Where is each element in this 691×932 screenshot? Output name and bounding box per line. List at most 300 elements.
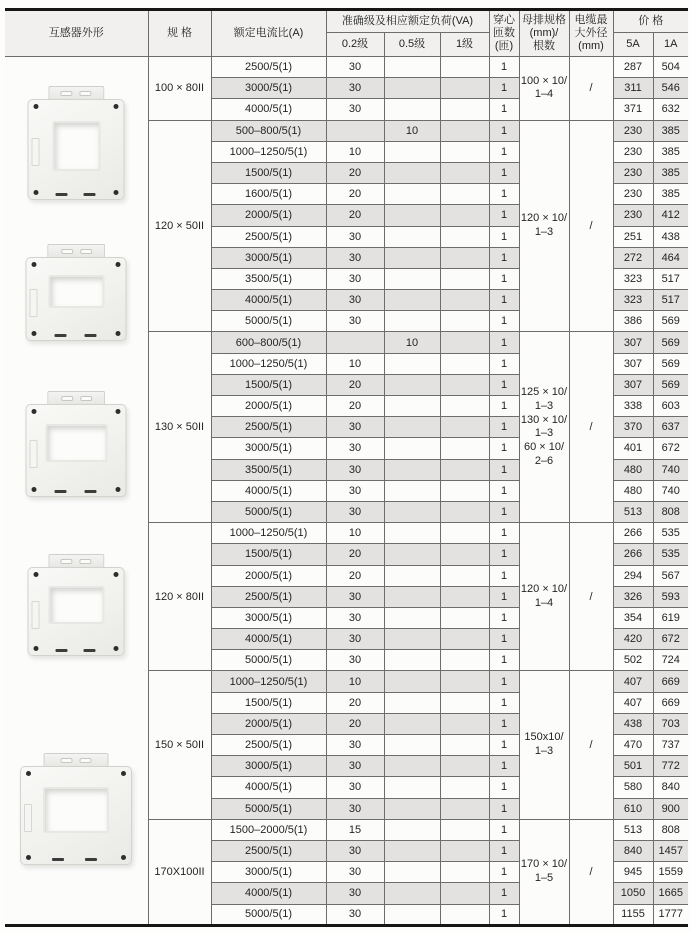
accuracy-0p2-cell: 30: [326, 417, 384, 438]
turns-cell: 1: [489, 544, 519, 565]
cable-od-cell: /: [569, 819, 613, 925]
accuracy-0p2-cell: 30: [326, 247, 384, 268]
corner-screw-icon: [116, 262, 121, 267]
bottom-slot: [84, 649, 96, 652]
ct-photo-120x50: [26, 244, 127, 341]
accuracy-0p5-cell: [384, 713, 440, 734]
price-1a-cell: 619: [653, 607, 688, 628]
turns-cell: 1: [489, 777, 519, 798]
price-1a-cell: 772: [653, 756, 688, 777]
accuracy-1-cell: [440, 141, 489, 162]
price-5a-cell: 266: [613, 544, 653, 565]
price-5a-cell: 840: [613, 840, 653, 861]
turns-cell: 1: [489, 205, 519, 226]
price-5a-cell: 294: [613, 565, 653, 586]
ratio-cell: 1500/5(1): [211, 544, 326, 565]
accuracy-0p2-cell: 15: [326, 819, 384, 840]
price-1a-cell: 737: [653, 735, 688, 756]
ratio-cell: 2500/5(1): [211, 840, 326, 861]
accuracy-0p5-cell: [384, 417, 440, 438]
price-5a-cell: 266: [613, 523, 653, 544]
accuracy-0p2-cell: 30: [326, 459, 384, 480]
accuracy-1-cell: [440, 777, 489, 798]
turns-cell: 1: [489, 290, 519, 311]
accuracy-0p5-cell: [384, 205, 440, 226]
ratio-cell: 3000/5(1): [211, 607, 326, 628]
accuracy-1-cell: [440, 374, 489, 395]
accuracy-0p2-cell: 30: [326, 756, 384, 777]
price-1a-cell: 593: [653, 586, 688, 607]
accuracy-0p5-cell: [384, 586, 440, 607]
accuracy-0p2-cell: 30: [326, 290, 384, 311]
turns-cell: 1: [489, 247, 519, 268]
turns-cell: 1: [489, 607, 519, 628]
ct-photo-100x80: [28, 86, 125, 200]
price-5a-cell: 438: [613, 713, 653, 734]
turns-cell: 1: [489, 862, 519, 883]
accuracy-0p2-cell: 30: [326, 650, 384, 671]
mounting-bracket: [44, 753, 109, 767]
corner-screw-icon: [34, 572, 39, 577]
busbar-spec-cell: 120 × 10/ 1–4: [519, 523, 569, 671]
ratio-cell: 1000–1250/5(1): [211, 141, 326, 162]
table-header: [5, 10, 688, 57]
header-price-1a: 1A: [653, 33, 688, 57]
accuracy-0p5-cell: [384, 904, 440, 925]
accuracy-1-cell: [440, 650, 489, 671]
price-1a-cell: 740: [653, 459, 688, 480]
accuracy-0p5-cell: [384, 268, 440, 289]
accuracy-1-cell: [440, 162, 489, 183]
corner-screw-icon: [32, 331, 37, 336]
bottom-slot: [84, 193, 96, 196]
corner-screw-icon: [34, 104, 39, 109]
price-5a-cell: 407: [613, 671, 653, 692]
busbar-spec-cell: 170 × 10/ 1–5: [519, 819, 569, 925]
accuracy-0p5-cell: [384, 480, 440, 501]
accuracy-0p2-cell: 20: [326, 544, 384, 565]
side-label: [30, 440, 38, 468]
ratio-cell: 2500/5(1): [211, 417, 326, 438]
turns-cell: 1: [489, 904, 519, 925]
ratio-cell: 1000–1250/5(1): [211, 353, 326, 374]
price-1a-cell: 517: [653, 290, 688, 311]
turns-cell: 1: [489, 819, 519, 840]
accuracy-1-cell: [440, 629, 489, 650]
corner-screw-icon: [114, 190, 119, 195]
bracket-slot: [80, 758, 92, 763]
accuracy-1-cell: [440, 586, 489, 607]
ratio-cell: 2500/5(1): [211, 57, 326, 78]
price-1a-cell: 669: [653, 671, 688, 692]
turns-cell: 1: [489, 78, 519, 99]
header-turns: 穿心 匝数 (匝): [489, 10, 519, 57]
accuracy-0p5-cell: 10: [384, 120, 440, 141]
bracket-slot: [80, 249, 92, 254]
core-window: [43, 787, 109, 833]
bottom-slot: [85, 858, 97, 861]
corner-screw-icon: [32, 262, 37, 267]
price-5a-cell: 370: [613, 417, 653, 438]
ratio-cell: 1000–1250/5(1): [211, 523, 326, 544]
accuracy-0p5-cell: [384, 671, 440, 692]
ratio-cell: 3000/5(1): [211, 756, 326, 777]
accuracy-0p5-cell: [384, 650, 440, 671]
turns-cell: 1: [489, 756, 519, 777]
bottom-slot: [54, 490, 66, 493]
corner-screw-icon: [34, 646, 39, 651]
busbar-spec-cell: 100 × 10/ 1–4: [519, 57, 569, 121]
turns-cell: 1: [489, 332, 519, 353]
accuracy-0p2-cell: 20: [326, 565, 384, 586]
accuracy-0p2-cell: 20: [326, 162, 384, 183]
ct-photo-170x100: [20, 753, 132, 865]
turns-cell: 1: [489, 798, 519, 819]
price-5a-cell: 323: [613, 268, 653, 289]
price-1a-cell: 569: [653, 311, 688, 332]
turns-cell: 1: [489, 141, 519, 162]
accuracy-0p2-cell: 30: [326, 311, 384, 332]
spec-cell: 120 × 50II: [148, 120, 211, 332]
accuracy-1-cell: [440, 290, 489, 311]
accuracy-0p2-cell: 30: [326, 883, 384, 904]
header-shape: 互感器外形: [5, 10, 148, 57]
price-1a-cell: 632: [653, 99, 688, 120]
transformer-body: [26, 257, 127, 341]
price-1a-cell: 740: [653, 480, 688, 501]
accuracy-0p5-cell: [384, 290, 440, 311]
price-1a-cell: 1665: [653, 883, 688, 904]
bracket-slot: [80, 91, 92, 96]
turns-cell: 1: [489, 692, 519, 713]
turns-cell: 1: [489, 840, 519, 861]
price-5a-cell: 251: [613, 226, 653, 247]
price-1a-cell: 672: [653, 438, 688, 459]
accuracy-1-cell: [440, 840, 489, 861]
accuracy-0p5-cell: [384, 162, 440, 183]
price-1a-cell: 438: [653, 226, 688, 247]
ratio-cell: 1500/5(1): [211, 692, 326, 713]
accuracy-1-cell: [440, 904, 489, 925]
corner-screw-icon: [114, 646, 119, 651]
accuracy-0p5-cell: [384, 141, 440, 162]
turns-cell: 1: [489, 417, 519, 438]
ratio-cell: 4000/5(1): [211, 99, 326, 120]
turns-cell: 1: [489, 480, 519, 501]
spec-table-body: [5, 57, 688, 926]
accuracy-0p2-cell: 20: [326, 205, 384, 226]
turns-cell: 1: [489, 565, 519, 586]
bottom-slot: [52, 858, 64, 861]
turns-cell: 1: [489, 162, 519, 183]
bracket-slot: [61, 559, 73, 564]
accuracy-0p2-cell: 30: [326, 586, 384, 607]
accuracy-1-cell: [440, 756, 489, 777]
accuracy-1-cell: [440, 480, 489, 501]
turns-cell: 1: [489, 501, 519, 522]
busbar-spec-cell: 125 × 10/ 1–3 130 × 10/ 1–3 60 × 10/ 2–6: [519, 332, 569, 523]
ratio-cell: 5000/5(1): [211, 904, 326, 925]
price-5a-cell: 386: [613, 311, 653, 332]
accuracy-0p2-cell: 30: [326, 78, 384, 99]
bottom-slot: [54, 334, 66, 337]
accuracy-1-cell: [440, 332, 489, 353]
price-5a-cell: 354: [613, 607, 653, 628]
price-5a-cell: 287: [613, 57, 653, 78]
ratio-cell: 3500/5(1): [211, 268, 326, 289]
accuracy-0p2-cell: 10: [326, 523, 384, 544]
price-5a-cell: 501: [613, 756, 653, 777]
price-1a-cell: 1559: [653, 862, 688, 883]
ratio-cell: 4000/5(1): [211, 480, 326, 501]
accuracy-1-cell: [440, 268, 489, 289]
ratio-cell: 1600/5(1): [211, 184, 326, 205]
turns-cell: 1: [489, 120, 519, 141]
accuracy-0p2-cell: 30: [326, 904, 384, 925]
turns-cell: 1: [489, 713, 519, 734]
mounting-bracket: [48, 86, 104, 100]
corner-screw-icon: [26, 771, 31, 776]
accuracy-0p5-cell: [384, 396, 440, 417]
price-1a-cell: 385: [653, 141, 688, 162]
accuracy-1-cell: [440, 57, 489, 78]
accuracy-0p5-cell: [384, 883, 440, 904]
spec-cell: 130 × 50II: [148, 332, 211, 523]
price-5a-cell: 338: [613, 396, 653, 417]
price-1a-cell: 672: [653, 629, 688, 650]
catalog-page: [0, 8, 691, 932]
accuracy-0p2-cell: 30: [326, 777, 384, 798]
busbar-spec-cell: 120 × 10/ 1–3: [519, 120, 569, 332]
ratio-cell: 1500/5(1): [211, 374, 326, 395]
price-5a-cell: 1050: [613, 883, 653, 904]
header-ratio: 额定电流比(A): [211, 10, 326, 57]
price-5a-cell: 407: [613, 692, 653, 713]
transformer-body: [26, 404, 127, 497]
ratio-cell: 4000/5(1): [211, 629, 326, 650]
accuracy-0p2-cell: 30: [326, 607, 384, 628]
core-window: [45, 424, 107, 462]
core-window: [52, 121, 100, 171]
accuracy-0p5-cell: [384, 692, 440, 713]
accuracy-0p5-cell: [384, 459, 440, 480]
ratio-cell: 1000–1250/5(1): [211, 671, 326, 692]
accuracy-0p5-cell: [384, 544, 440, 565]
turns-cell: 1: [489, 374, 519, 395]
price-5a-cell: 230: [613, 205, 653, 226]
accuracy-0p5-cell: [384, 607, 440, 628]
header-accuracy-1: 1级: [440, 33, 489, 57]
price-5a-cell: 480: [613, 480, 653, 501]
side-label: [24, 804, 32, 832]
accuracy-0p5-cell: [384, 311, 440, 332]
corner-screw-icon: [34, 190, 39, 195]
price-1a-cell: 504: [653, 57, 688, 78]
bracket-slot: [80, 396, 92, 401]
accuracy-1-cell: [440, 226, 489, 247]
accuracy-0p2-cell: 30: [326, 99, 384, 120]
price-5a-cell: 326: [613, 586, 653, 607]
accuracy-1-cell: [440, 692, 489, 713]
accuracy-1-cell: [440, 459, 489, 480]
price-5a-cell: 307: [613, 353, 653, 374]
accuracy-0p2-cell: 30: [326, 268, 384, 289]
ratio-cell: 500–800/5(1): [211, 120, 326, 141]
ratio-cell: 2500/5(1): [211, 735, 326, 756]
accuracy-0p5-cell: [384, 819, 440, 840]
spec-cell: 100 × 80II: [148, 57, 211, 121]
price-5a-cell: 401: [613, 438, 653, 459]
accuracy-0p5-cell: [384, 78, 440, 99]
price-1a-cell: 412: [653, 205, 688, 226]
transformer-photos-cell: [5, 57, 148, 926]
bottom-slot: [84, 490, 96, 493]
accuracy-0p2-cell: 30: [326, 735, 384, 756]
corner-screw-icon: [114, 572, 119, 577]
ratio-cell: 2000/5(1): [211, 396, 326, 417]
accuracy-0p5-cell: [384, 840, 440, 861]
turns-cell: 1: [489, 523, 519, 544]
accuracy-1-cell: [440, 819, 489, 840]
accuracy-0p5-cell: [384, 184, 440, 205]
bottom-slot: [55, 193, 67, 196]
ratio-cell: 4000/5(1): [211, 290, 326, 311]
price-1a-cell: 703: [653, 713, 688, 734]
ratio-cell: 2000/5(1): [211, 205, 326, 226]
accuracy-0p5-cell: [384, 565, 440, 586]
corner-screw-icon: [116, 331, 121, 336]
accuracy-0p5-cell: [384, 523, 440, 544]
accuracy-1-cell: [440, 205, 489, 226]
turns-cell: 1: [489, 226, 519, 247]
cable-od-cell: /: [569, 57, 613, 121]
accuracy-0p2-cell: 20: [326, 374, 384, 395]
accuracy-1-cell: [440, 544, 489, 565]
bottom-slot: [84, 334, 96, 337]
spec-cell: 170X100II: [148, 819, 211, 925]
accuracy-1-cell: [440, 396, 489, 417]
core-window: [48, 275, 104, 308]
turns-cell: 1: [489, 184, 519, 205]
turns-cell: 1: [489, 629, 519, 650]
accuracy-1-cell: [440, 120, 489, 141]
accuracy-0p5-cell: [384, 247, 440, 268]
accuracy-1-cell: [440, 671, 489, 692]
ratio-cell: 2500/5(1): [211, 586, 326, 607]
accuracy-0p5-cell: [384, 862, 440, 883]
accuracy-0p5-cell: [384, 353, 440, 374]
price-5a-cell: 371: [613, 99, 653, 120]
price-1a-cell: 569: [653, 332, 688, 353]
accuracy-0p5-cell: [384, 777, 440, 798]
corner-screw-icon: [26, 855, 31, 860]
turns-cell: 1: [489, 353, 519, 374]
price-1a-cell: 808: [653, 819, 688, 840]
price-5a-cell: 307: [613, 332, 653, 353]
corner-screw-icon: [114, 104, 119, 109]
price-1a-cell: 637: [653, 417, 688, 438]
price-1a-cell: 517: [653, 268, 688, 289]
price-5a-cell: 230: [613, 162, 653, 183]
price-5a-cell: 513: [613, 501, 653, 522]
accuracy-0p2-cell: 20: [326, 396, 384, 417]
price-1a-cell: 385: [653, 120, 688, 141]
accuracy-0p2-cell: 30: [326, 57, 384, 78]
turns-cell: 1: [489, 883, 519, 904]
price-1a-cell: 603: [653, 396, 688, 417]
price-1a-cell: 840: [653, 777, 688, 798]
spec-cell: 150 × 50II: [148, 671, 211, 819]
side-label: [30, 289, 38, 317]
ratio-cell: 3000/5(1): [211, 862, 326, 883]
price-5a-cell: 307: [613, 374, 653, 395]
price-1a-cell: 1777: [653, 904, 688, 925]
turns-cell: 1: [489, 671, 519, 692]
accuracy-0p5-cell: 10: [384, 332, 440, 353]
price-1a-cell: 724: [653, 650, 688, 671]
accuracy-1-cell: [440, 417, 489, 438]
price-5a-cell: 610: [613, 798, 653, 819]
side-label: [32, 138, 40, 166]
ratio-cell: 2000/5(1): [211, 713, 326, 734]
accuracy-1-cell: [440, 184, 489, 205]
core-window: [48, 586, 104, 624]
ratio-cell: 5000/5(1): [211, 650, 326, 671]
ratio-cell: 5000/5(1): [211, 501, 326, 522]
ratio-cell: 3000/5(1): [211, 438, 326, 459]
accuracy-0p2-cell: 20: [326, 692, 384, 713]
turns-cell: 1: [489, 268, 519, 289]
accuracy-0p2-cell: 30: [326, 629, 384, 650]
accuracy-0p2-cell: 10: [326, 353, 384, 374]
price-5a-cell: 272: [613, 247, 653, 268]
price-1a-cell: 900: [653, 798, 688, 819]
bracket-slot: [61, 91, 73, 96]
price-5a-cell: 323: [613, 290, 653, 311]
header-busbar: 母排规格 (mm)/ 根数: [519, 10, 569, 57]
header-accuracy-0p2: 0.2级: [326, 33, 384, 57]
mounting-bracket: [47, 244, 106, 258]
ratio-cell: 2500/5(1): [211, 226, 326, 247]
transformer-body: [20, 766, 132, 865]
price-1a-cell: 669: [653, 692, 688, 713]
ratio-cell: 2000/5(1): [211, 565, 326, 586]
corner-screw-icon: [32, 487, 37, 492]
accuracy-0p5-cell: [384, 735, 440, 756]
ratio-cell: 600–800/5(1): [211, 332, 326, 353]
bracket-slot: [61, 249, 73, 254]
header-spec: 规 格: [148, 10, 211, 57]
price-1a-cell: 385: [653, 162, 688, 183]
accuracy-0p5-cell: [384, 374, 440, 395]
product-spec-table: [5, 8, 688, 927]
accuracy-1-cell: [440, 862, 489, 883]
turns-cell: 1: [489, 459, 519, 480]
accuracy-1-cell: [440, 798, 489, 819]
accuracy-0p5-cell: [384, 629, 440, 650]
accuracy-0p2-cell: [326, 120, 384, 141]
header-cable: 电缆最 大外径 (mm): [569, 10, 613, 57]
price-5a-cell: 311: [613, 78, 653, 99]
accuracy-1-cell: [440, 713, 489, 734]
price-1a-cell: 808: [653, 501, 688, 522]
price-1a-cell: 464: [653, 247, 688, 268]
price-1a-cell: 567: [653, 565, 688, 586]
transformer-body: [28, 99, 125, 200]
accuracy-1-cell: [440, 311, 489, 332]
ct-photo-120x80: [28, 554, 125, 656]
accuracy-1-cell: [440, 523, 489, 544]
